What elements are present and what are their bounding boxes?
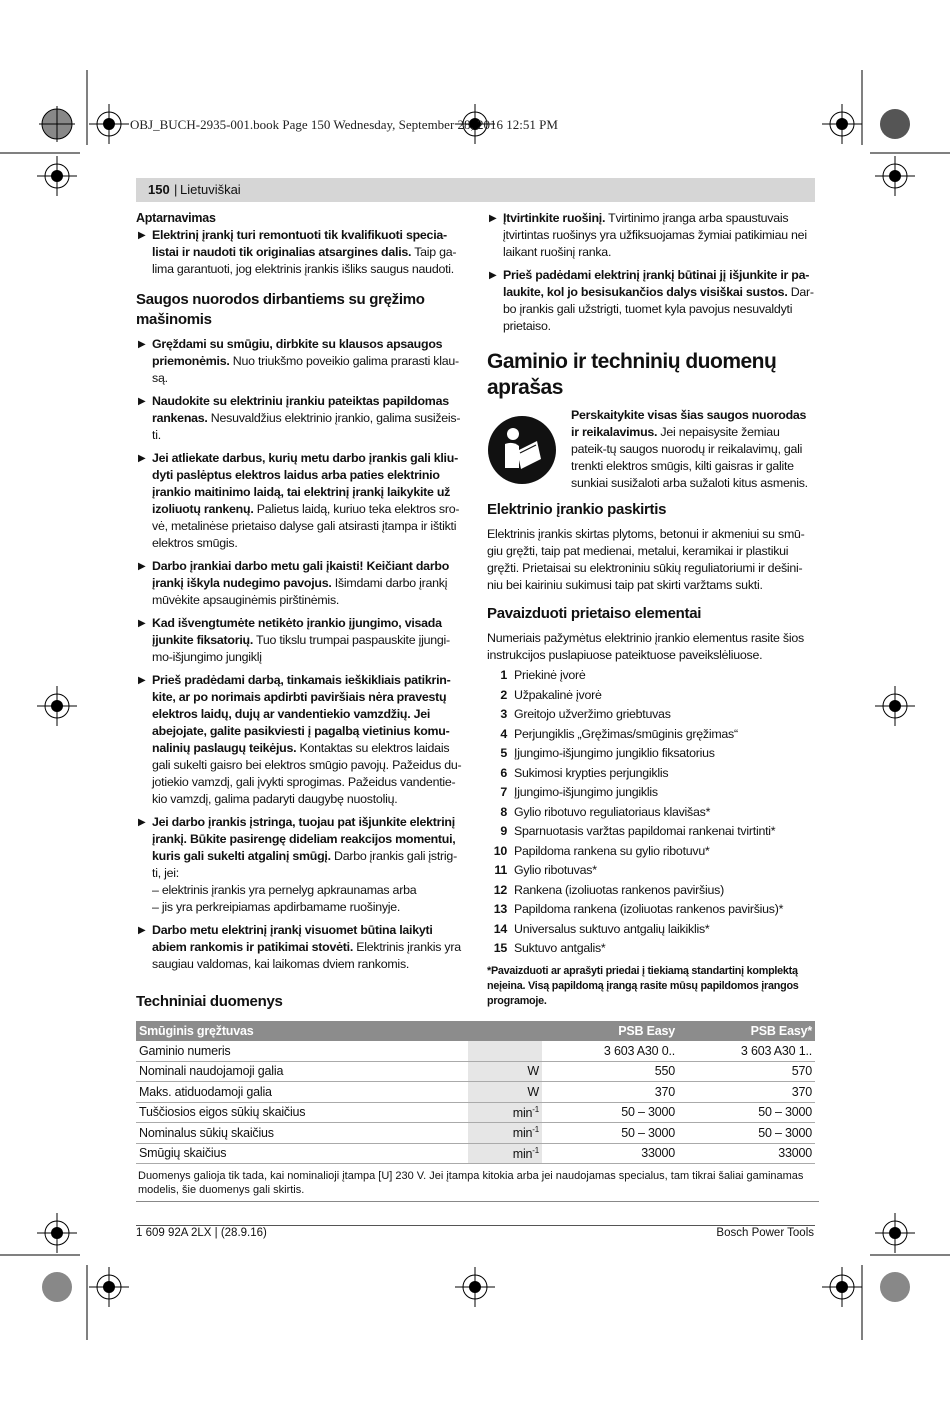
list-item: 2 Užpakalinė įvorė [500, 687, 602, 702]
list-item: 11 Gylio ribotuvas* [494, 863, 597, 877]
bullet-arrow-icon: ▶ [138, 339, 146, 350]
list-item: 7 Įjungimo-išjungimo jungiklis [500, 785, 658, 799]
read-instructions-block: Perskaitykite visas šias saugos nuorodas ir reikalavimus. Jei nepaisysite žemiau pateik-tų saugos nuorodų ir reikalavimų, gali trenkti elektros smūgis, kilti gaisras ir galite sunkiai susižaloti arba sužaloti kitus asmenis. [487, 407, 815, 492]
bullet-arrow-icon: ▶ [138, 817, 146, 828]
list-item: 3 Greitojo užveržimo griebtuvas [500, 707, 671, 721]
bullet-arrow-icon: ▶ [489, 213, 497, 224]
safety-bullet: ▶ Prieš padėdami elektrinį įrankį būtinai jį išjunkite ir pa-laukite, kol jo besisukančios dalys visiškai sustos. Dar-bo įrankis gali užstrigti, tuomet kyla pavojus nesuvaldyti prietaiso. [489, 268, 814, 333]
footer-doc-number: 1 609 92A 2LX | (28.9.16) [136, 1227, 267, 1239]
dash-item: – elektrinis įrankis yra pernelyg apkraunamas arba [152, 883, 417, 897]
table-header-cell: Smūginis gręžtuvas [136, 1021, 468, 1041]
product-description-heading: Gaminio ir techninių duomenų aprašas [487, 350, 777, 399]
table-row: Gaminio numeris 3 603 A30 0.. 3 603 A30 1.. [136, 1041, 815, 1061]
header-language: Lietuviškai [180, 182, 241, 197]
safety-bullet: ▶ Naudokite su elektriniu įrankiu pateiktas papildomas rankenas. Nesuvaldžius elektrinio įrankio, galima susižeis-ti. [138, 394, 461, 442]
list-item: 9 Sparnuotasis varžtas papildomai rankenai tvirtinti* [500, 824, 776, 838]
list-item: 5 Įjungimo-išjungimo jungiklio fiksatorius [500, 746, 715, 760]
list-item: 14 Universalus suktuvo antgalių laikiklis* [493, 921, 710, 936]
bullet-arrow-icon: ▶ [138, 453, 146, 464]
table-row: Smūgių skaičius $\min^{-1}$ 33000 33000 [136, 1143, 815, 1164]
service-bullet: ▶ Elektrinį įrankį turi remontuoti tik kvalifikuoti specia-listai ir naudoti tik originalias atsargines dalis. Taip ga-lima garantuoti, jog elektrinis įrankis išliks saugus naudoti. [138, 228, 457, 276]
list-item: 8 Gylio ribotuvo reguliatoriaus klavišas* [500, 804, 711, 819]
dash-item: – jis yra perkreipiamas apdirbamame ruošinyje. [152, 900, 401, 914]
read-manual-icon [487, 415, 557, 485]
features-list [487, 667, 815, 960]
list-item: 10 Papildoma rankena su gylio ribotuvu* [493, 843, 710, 858]
print-info-line: OBJ_BUCH-2935-001.book Page 150 Wednesday, September 28, 2016 12:51 PM [130, 117, 558, 132]
tech-data-table-wrap [136, 1021, 819, 1202]
safety-heading: Saugos nuorodos dirbantiems su gręžimo mašinomis [136, 291, 425, 328]
list-item: 6 Sukimosi krypties perjungiklis [500, 765, 669, 780]
safety-bullet: ▶ Prieš pradėdami darbą, tinkamais ieškikliais patikrin-kite, ar po norimais apdirbti paviršiais nėra pravestų elektros laidų, dujų ar vandentiekio vamzdžių. Jei abejojate, galite pasikviesti į pagalbą vietinius komu-nalinių paslaugų teikėjus. Kontaktas su elektros laidais gali sukelti gaisro bei elektros smūgio pavojų. Pažeidus du-jotiekio vamzdį, gali įvykti sprogimas. Pažeidus vandentie-kio vamzdį, galima padaryti daugybę nuostolių. [138, 673, 462, 806]
list-item: 15 Suktuvo antgalis* [493, 941, 606, 955]
left-column [136, 210, 464, 979]
page-number: 150 [148, 182, 170, 197]
list-item: 4 Perjungiklis „Gręžimas/smūginis gręžimas“ [500, 726, 738, 741]
table-header-row [136, 1021, 815, 1041]
bullet-arrow-icon: ▶ [138, 561, 146, 572]
bullet-arrow-icon: ▶ [138, 925, 146, 936]
bullet-arrow-icon: ▶ [138, 675, 146, 686]
safety-bullet: ▶ Jei darbo įrankis įstringa, tuojau pat išjunkite elektrinį įrankį. Būkite pasirengę dideliam reakcijos momentui, kuris gali sukelti atgalinį smūgį. Darbo įrankis gali įstrig-ti, jei: – elektrinis įrankis yra pernelyg apkraunamas arba – jis yra perkreipiamas apdirbamame ruošinyje. [138, 815, 457, 914]
safety-bullet: ▶ Kad išvengtumėte netikėto įrankio įjungimo, visada įjunkite fiksatorių. Tuo tikslu trumpai paspauskite įjungi-mo-išjungimo jungiklį [138, 616, 450, 664]
safety-bullet: ▶ Darbo metu elektrinį įrankį visuomet būtina laikyti abiem rankomis ir patikimai stovėti. Elektrinis įrankis yra saugiau valdomas, kai laikomas dviem rankomis. [138, 923, 461, 971]
tech-data-table [136, 1021, 815, 1164]
page-header [136, 178, 815, 202]
table-header-cell: PSB Easy* [678, 1021, 815, 1041]
table-row: Maks. atiduodamoji galia W 370 370 [136, 1082, 815, 1103]
safety-bullet: ▶ Jei atliekate darbus, kurių metu darbo įrankis gali kliu-dyti paslėptus elektros laidus arba paties elektrinio įrankio maitinimo laidą, tai elektrinį įrankį laikykite už izoliuotų rankenų. Palietus laidą, kuriuo teka elektros sro-vė, metalinėse prietaiso dalyse gali atsirasti įtampa ir ištikti elektros smūgis. [138, 451, 460, 550]
table-row: Nominalus sūkių skaičius $\min^{-1}$ 50 – 3000 50 – 3000 [136, 1123, 815, 1144]
right-column [487, 210, 815, 1009]
intended-use-text: Elektrinis įrankis skirtas plytoms, betonui ir akmeniui su smū-giu gręžti, taip pat medienai, metalui, keramikai ir plastikui gręžti. Prietaisai su elektroniniu sūkių reguliatoriumi ir dešini-niu bei kairiniu sukimusi taip pat skirti varžtams sukti. [487, 527, 805, 592]
intended-use-heading: Elektrinio įrankio paskirtis [487, 501, 667, 518]
bullet-arrow-icon: ▶ [138, 396, 146, 407]
service-heading: Aptarnavimas [136, 211, 216, 225]
tech-data-footnote: Duomenys galioja tik tada, kai nominalioji įtampa [U] 230 V. Jei įtampa kitokia arba jei naudojamas specialus, tam tikrai šaliai gaminamas modelis, šie duomenys gali skirtis. [136, 1164, 819, 1202]
list-item: 12 Rankena (izoliuotas rankenos paviršius) [493, 882, 724, 897]
table-header-cell: PSB Easy [542, 1021, 678, 1041]
table-row: Tuščiosios eigos sūkių skaičius $\min^{-1}$ 50 – 3000 50 – 3000 [136, 1102, 815, 1123]
product-features-intro: Numeriais pažymėtus elektrinio įrankio elementus rasite šios instrukcijos puslapiuose pateiktuose paveikslėliuose. [487, 631, 804, 662]
bullet-arrow-icon: ▶ [138, 618, 146, 629]
tech-data-heading: Techniniai duomenys [136, 993, 283, 1010]
accessories-note: *Pavaizduoti ar aprašyti priedai į tiekiamą standartinį komplektą neįeina. Visą papildomą įrangą rasite mūsų papildomos įrangos programoje. [487, 964, 799, 1007]
bullet-arrow-icon: ▶ [138, 230, 146, 241]
product-features-heading: Pavaizduoti prietaiso elementai [487, 605, 702, 622]
safety-bullet: ▶ Gręždami su smūgiu, dirbkite su klausos apsaugos priemonėmis. Nuo triukšmo poveikio galima prarasti klau-są. [138, 337, 459, 385]
list-item: 13 Papildoma rankena (izoliuotas rankenos paviršius)* [493, 902, 784, 916]
footer-brand: Bosch Power Tools [716, 1227, 814, 1239]
footer-rule [136, 1225, 815, 1226]
bullet-arrow-icon: ▶ [489, 270, 497, 281]
table-header-cell [468, 1021, 542, 1041]
table-row: Nominali naudojamoji galia W 550 570 [136, 1061, 815, 1082]
safety-bullet: ▶ Darbo įrankiai darbo metu gali įkaisti! Keičiant darbo įrankį iškyla nudegimo pavojus. Išimdami darbo įrankį mūvėkite apsauginėmis pirštinėmis. [138, 559, 450, 607]
header-separator: | [174, 182, 178, 197]
list-item: 1 Priekinė įvorė [500, 668, 586, 682]
safety-bullet: ▶ Įtvirtinkite ruošinį. Tvirtinimo įranga arba spaustuvais įtvirtintas ruošinys yra užfiksuojamas žymiai patikimiau nei laikant ruošinį ranka. [489, 211, 807, 259]
